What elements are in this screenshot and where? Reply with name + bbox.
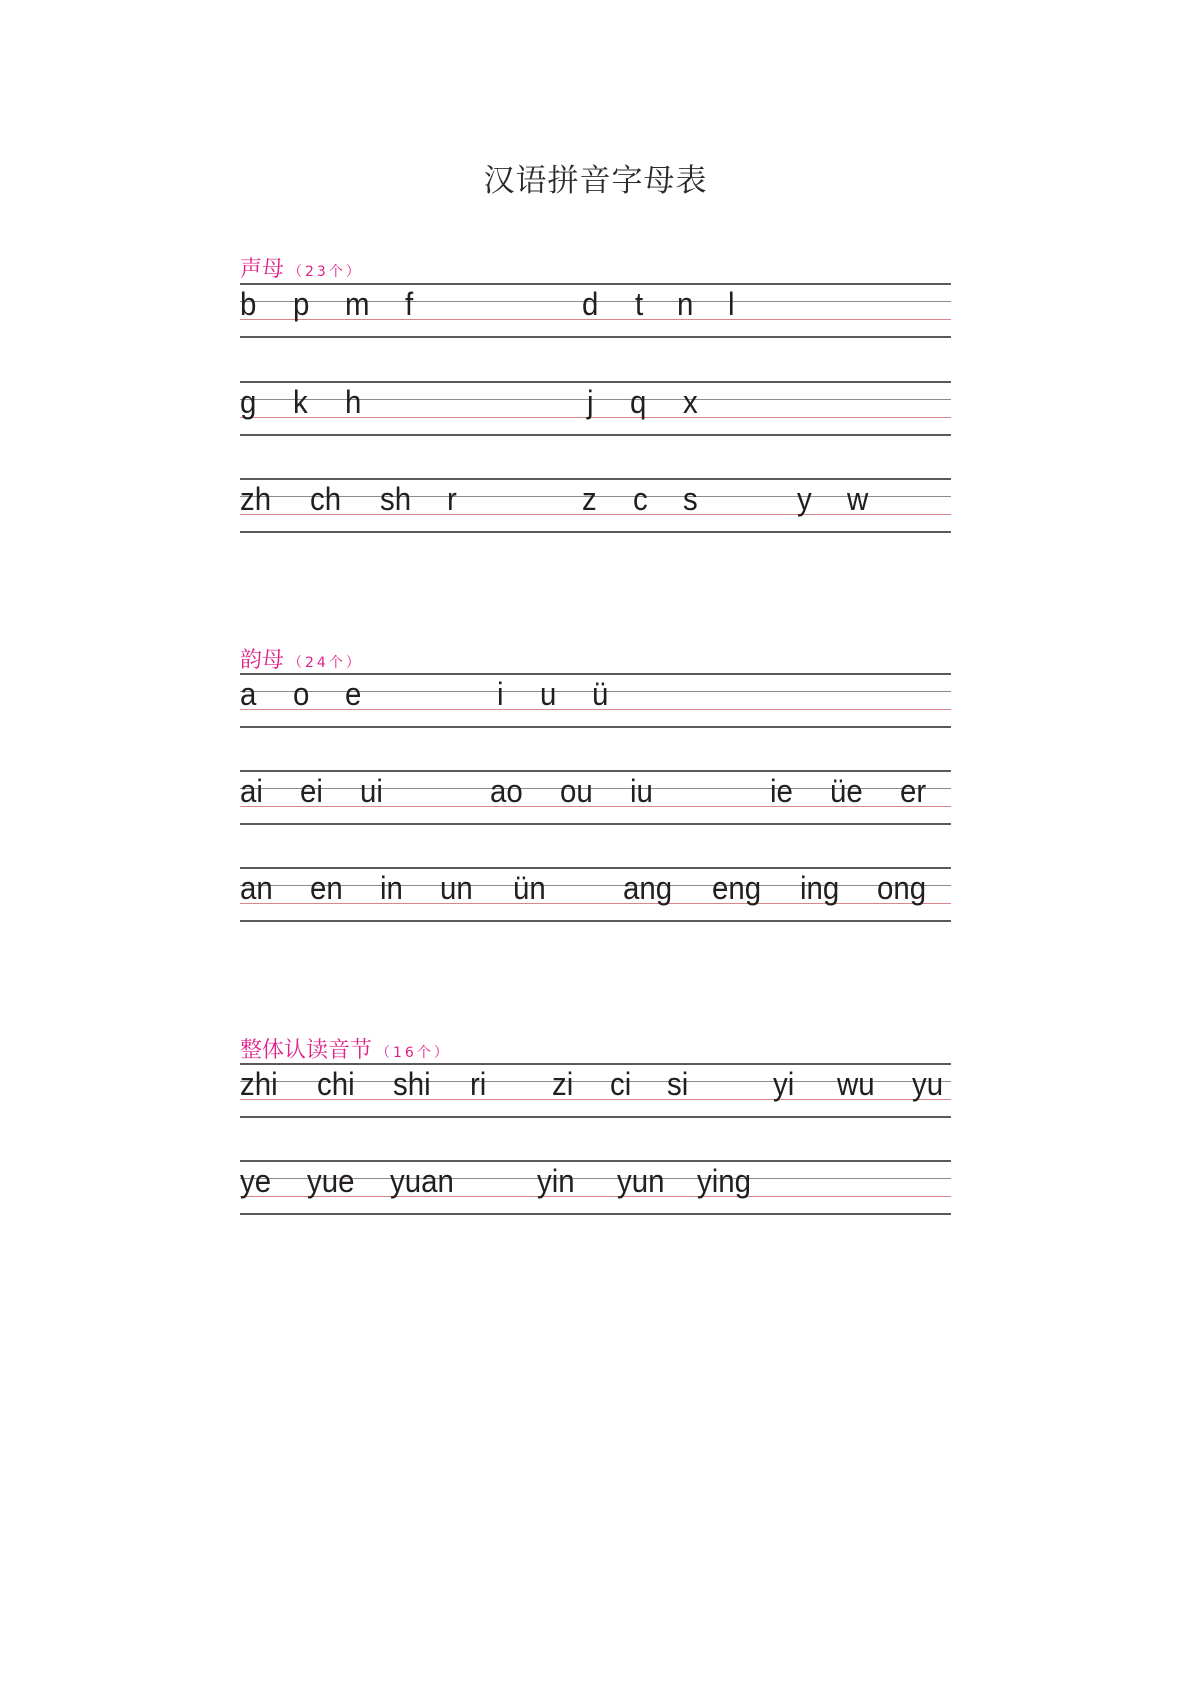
pinyin-syllable: ong xyxy=(877,870,927,906)
ruled-line-bottom xyxy=(240,1213,951,1215)
pinyin-syllable: h xyxy=(345,384,362,420)
pinyin-syllable: k xyxy=(293,384,308,420)
pinyin-syllable: in xyxy=(380,870,403,906)
pinyin-syllable: ye xyxy=(240,1163,272,1199)
pinyin-syllable: o xyxy=(293,676,310,712)
ruled-line-bottom xyxy=(240,1116,951,1118)
writing-row xyxy=(240,283,951,338)
pinyin-syllable: n xyxy=(677,286,694,322)
section-count: （23个） xyxy=(288,264,363,280)
pinyin-syllable: f xyxy=(405,286,414,322)
pinyin-syllable: üe xyxy=(830,773,863,809)
pinyin-syllable: yin xyxy=(537,1163,575,1199)
pinyin-syllable: yuan xyxy=(390,1163,454,1199)
section-title: 整体认读音节 xyxy=(240,1038,373,1063)
pinyin-syllable: ie xyxy=(770,773,793,809)
pinyin-syllable: z xyxy=(582,481,597,517)
writing-row xyxy=(240,770,951,825)
ruled-line-top xyxy=(240,673,951,675)
pinyin-syllable: e xyxy=(345,676,362,712)
pinyin-syllable: en xyxy=(310,870,343,906)
pinyin-syllable: yue xyxy=(307,1163,355,1199)
ruled-line-mid xyxy=(240,885,951,886)
pinyin-syllable: b xyxy=(240,286,257,322)
pinyin-syllable: ui xyxy=(360,773,383,809)
pinyin-syllable: si xyxy=(667,1066,689,1102)
page-title: 汉语拼音字母表 xyxy=(483,163,708,199)
pinyin-syllable: w xyxy=(847,481,869,517)
writing-row xyxy=(240,381,951,436)
pinyin-syllable: zhi xyxy=(240,1066,278,1102)
ruled-line-bottom xyxy=(240,726,951,728)
pinyin-syllable: m xyxy=(345,286,370,322)
ruled-line-top xyxy=(240,770,951,772)
ruled-line-bottom xyxy=(240,531,951,533)
pinyin-syllable: x xyxy=(683,384,698,420)
pinyin-syllable: ün xyxy=(513,870,546,906)
pinyin-syllable: q xyxy=(630,384,647,420)
pinyin-syllable: j xyxy=(587,384,594,420)
pinyin-syllable: g xyxy=(240,384,257,420)
pinyin-syllable: i xyxy=(497,676,504,712)
ruled-line-bottom xyxy=(240,336,951,338)
pinyin-syllable: un xyxy=(440,870,473,906)
ruled-line-bottom xyxy=(240,434,951,436)
section-count: （24个） xyxy=(288,655,363,671)
ruled-line-top xyxy=(240,283,951,285)
ruled-line-base xyxy=(240,903,951,904)
section-heading-whole-syllables xyxy=(240,1033,451,1064)
ruled-line-bottom xyxy=(240,920,951,922)
pinyin-syllable: ci xyxy=(610,1066,632,1102)
pinyin-syllable: er xyxy=(900,773,927,809)
pinyin-syllable: s xyxy=(683,481,698,517)
section-count: （16个） xyxy=(376,1045,451,1061)
pinyin-syllable: wu xyxy=(837,1066,875,1102)
ruled-line-top xyxy=(240,381,951,383)
pinyin-syllable: iu xyxy=(630,773,653,809)
writing-row xyxy=(240,478,951,533)
pinyin-syllable: eng xyxy=(712,870,762,906)
pinyin-syllable: t xyxy=(635,286,644,322)
pinyin-syllable: ch xyxy=(310,481,342,517)
pinyin-syllable: yu xyxy=(912,1066,944,1102)
pinyin-syllable: chi xyxy=(317,1066,355,1102)
pinyin-syllable: zi xyxy=(552,1066,574,1102)
pinyin-syllable: yi xyxy=(773,1066,795,1102)
writing-row xyxy=(240,1063,951,1118)
pinyin-syllable: an xyxy=(240,870,273,906)
pinyin-syllable: ai xyxy=(240,773,263,809)
writing-row xyxy=(240,673,951,728)
pinyin-syllable: ing xyxy=(800,870,840,906)
pinyin-syllable: zh xyxy=(240,481,272,517)
pinyin-syllable: ü xyxy=(592,676,609,712)
section-title: 声母 xyxy=(240,257,285,282)
pinyin-syllable: u xyxy=(540,676,557,712)
ruled-line-top xyxy=(240,478,951,480)
pinyin-syllable: sh xyxy=(380,481,412,517)
section-title: 韵母 xyxy=(240,648,285,673)
pinyin-syllable: ri xyxy=(470,1066,487,1102)
writing-row xyxy=(240,867,951,922)
section-heading-initials xyxy=(240,252,363,283)
pinyin-syllable: ang xyxy=(623,870,673,906)
writing-row xyxy=(240,1160,951,1215)
pinyin-syllable: ei xyxy=(300,773,323,809)
pinyin-syllable: d xyxy=(582,286,599,322)
pinyin-syllable: p xyxy=(293,286,310,322)
ruled-line-top xyxy=(240,1160,951,1162)
pinyin-syllable: ying xyxy=(697,1163,752,1199)
pinyin-syllable: l xyxy=(728,286,735,322)
pinyin-syllable: ao xyxy=(490,773,523,809)
pinyin-syllable: y xyxy=(797,481,812,517)
ruled-line-top xyxy=(240,867,951,869)
pinyin-syllable: yun xyxy=(617,1163,665,1199)
pinyin-syllable: c xyxy=(633,481,648,517)
pinyin-syllable: ou xyxy=(560,773,593,809)
pinyin-syllable: a xyxy=(240,676,257,712)
pinyin-syllable: shi xyxy=(393,1066,431,1102)
ruled-line-top xyxy=(240,1063,951,1065)
pinyin-syllable: r xyxy=(447,481,457,517)
section-heading-finals xyxy=(240,643,363,674)
ruled-line-bottom xyxy=(240,823,951,825)
